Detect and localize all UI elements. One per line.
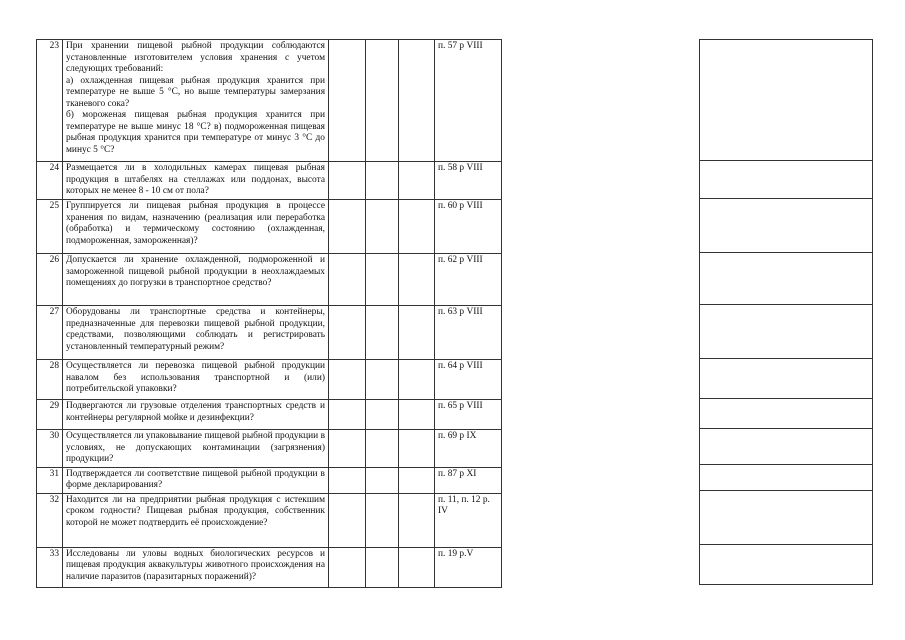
row-number: 29 [37, 400, 63, 430]
table-row [37, 360, 502, 400]
notes-cell [700, 545, 872, 585]
table-row [37, 493, 502, 547]
answer-no-cell [366, 254, 399, 306]
answer-yes-cell [329, 40, 366, 162]
answer-yes-cell [329, 162, 366, 200]
row-number: 28 [37, 360, 63, 400]
answer-no-cell [366, 40, 399, 162]
table-row [37, 40, 502, 162]
answer-na-cell [399, 360, 435, 400]
requirement-reference: п. 64 р VIII [435, 360, 502, 400]
answer-no-cell [366, 467, 399, 493]
answer-no-cell [366, 493, 399, 547]
table-row [37, 200, 502, 254]
answer-no-cell [366, 430, 399, 468]
answer-na-cell [399, 254, 435, 306]
answer-no-cell [366, 162, 399, 200]
answer-yes-cell [329, 493, 366, 547]
answer-na-cell [399, 200, 435, 254]
answer-no-cell [366, 400, 399, 430]
table-row [37, 162, 502, 200]
row-number: 27 [37, 306, 63, 360]
question-text: Исследованы ли уловы водных биологических ресурсов и пищевая продукция аквакультуры животного происхождения на наличие паразитов (паразитарных поражений)? [63, 547, 329, 587]
row-number: 33 [37, 547, 63, 587]
table-row [37, 430, 502, 468]
answer-na-cell [399, 547, 435, 587]
row-number: 26 [37, 254, 63, 306]
right-notes-column [699, 39, 873, 585]
row-number: 31 [37, 467, 63, 493]
notes-cell [700, 199, 872, 253]
answer-yes-cell [329, 200, 366, 254]
requirement-reference: п. 57 р VIII [435, 40, 502, 162]
answer-yes-cell [329, 430, 366, 468]
answer-yes-cell [329, 306, 366, 360]
table-row [37, 400, 502, 430]
answer-yes-cell [329, 400, 366, 430]
answer-no-cell [366, 360, 399, 400]
requirement-reference: п. 69 р IX [435, 430, 502, 468]
answer-na-cell [399, 430, 435, 468]
question-text: Группируется ли пищевая рыбная продукция в процессе хранения по видам, назначению (реализация или переработка (обработка) и термическому состоянию (охлажденная, подмороженная, замороженная)? [63, 200, 329, 254]
answer-yes-cell [329, 467, 366, 493]
question-text: Подтверждается ли соответствие пищевой рыбной продукции в форме декларирования? [63, 467, 329, 493]
answer-no-cell [366, 200, 399, 254]
notes-cell [700, 429, 872, 465]
notes-cell [700, 399, 872, 429]
checklist-body [37, 40, 502, 588]
row-number: 25 [37, 200, 63, 254]
table-row [37, 254, 502, 306]
answer-na-cell [399, 493, 435, 547]
question-text: Оборудованы ли транспортные средства и контейнеры, предназначенные для перевозки пищевой рыбной продукции, средствами, позволяющими соблюдать и регистрировать установленный температурный режим? [63, 306, 329, 360]
row-number: 24 [37, 162, 63, 200]
question-text: Осуществляется ли упаковывание пищевой рыбной продукции в условиях, не допускающих контаминации (загрязнения) продукции? [63, 430, 329, 468]
answer-na-cell [399, 467, 435, 493]
row-number: 23 [37, 40, 63, 162]
requirement-reference: п. 63 р VIII [435, 306, 502, 360]
question-text: Подвергаются ли грузовые отделения транспортных средств и контейнеры регулярной мойке и дезинфекции? [63, 400, 329, 430]
notes-cell [700, 253, 872, 305]
checklist-table [36, 39, 502, 588]
notes-cell [700, 465, 872, 491]
requirement-reference: п. 62 р VIII [435, 254, 502, 306]
question-text: Осуществляется ли перевозка пищевой рыбной продукции навалом без использования транспортной и (или) потребительской упаковки? [63, 360, 329, 400]
answer-yes-cell [329, 547, 366, 587]
notes-cell [700, 305, 872, 359]
table-row [37, 467, 502, 493]
answer-yes-cell [329, 254, 366, 306]
table-row [37, 547, 502, 587]
answer-na-cell [399, 400, 435, 430]
requirement-reference: п. 58 р VIII [435, 162, 502, 200]
row-number: 30 [37, 430, 63, 468]
answer-no-cell [366, 547, 399, 587]
question-text: При хранении пищевой рыбной продукции соблюдаются установленные изготовителем условия хранения с учетом следующих требований: а) охлажденная пищевая рыбная продукция хранится при температуре не выше 5 °С, но выше температуры замерзания тканевого сока? б) мороженая пищевая рыбная продукция хранится при температуре не выше минус 18 °С? в) подмороженная пищевая рыбная продукция хранится при температуре от минус 3 °С до минус 5 °С? [63, 40, 329, 162]
question-text: Размещается ли в холодильных камерах пищевая рыбная продукция в штабелях на стеллажах или поддонах, высота которых не менее 8 - 10 см от пола? [63, 162, 329, 200]
table-row [37, 306, 502, 360]
answer-yes-cell [329, 360, 366, 400]
notes-cell [700, 359, 872, 399]
requirement-reference: п. 11, п. 12 р. IV [435, 493, 502, 547]
question-text: Допускается ли хранение охлажденной, подмороженной и замороженной пищевой рыбной продукции в неохлаждаемых помещениях до погрузки в транспортное средство? [63, 254, 329, 306]
notes-cell [700, 491, 872, 545]
question-text: Находится ли на предприятии рыбная продукция с истекшим сроком годности? Пищевая рыбная продукция, собственник которой не может подтвердить её происхождение? [63, 493, 329, 547]
answer-na-cell [399, 162, 435, 200]
requirement-reference: п. 19 р.V [435, 547, 502, 587]
row-number: 32 [37, 493, 63, 547]
notes-cell [700, 161, 872, 199]
answer-na-cell [399, 306, 435, 360]
answer-no-cell [366, 306, 399, 360]
requirement-reference: п. 65 р VIII [435, 400, 502, 430]
requirement-reference: п. 60 р VIII [435, 200, 502, 254]
answer-na-cell [399, 40, 435, 162]
requirement-reference: п. 87 р XI [435, 467, 502, 493]
notes-cell [700, 39, 872, 161]
